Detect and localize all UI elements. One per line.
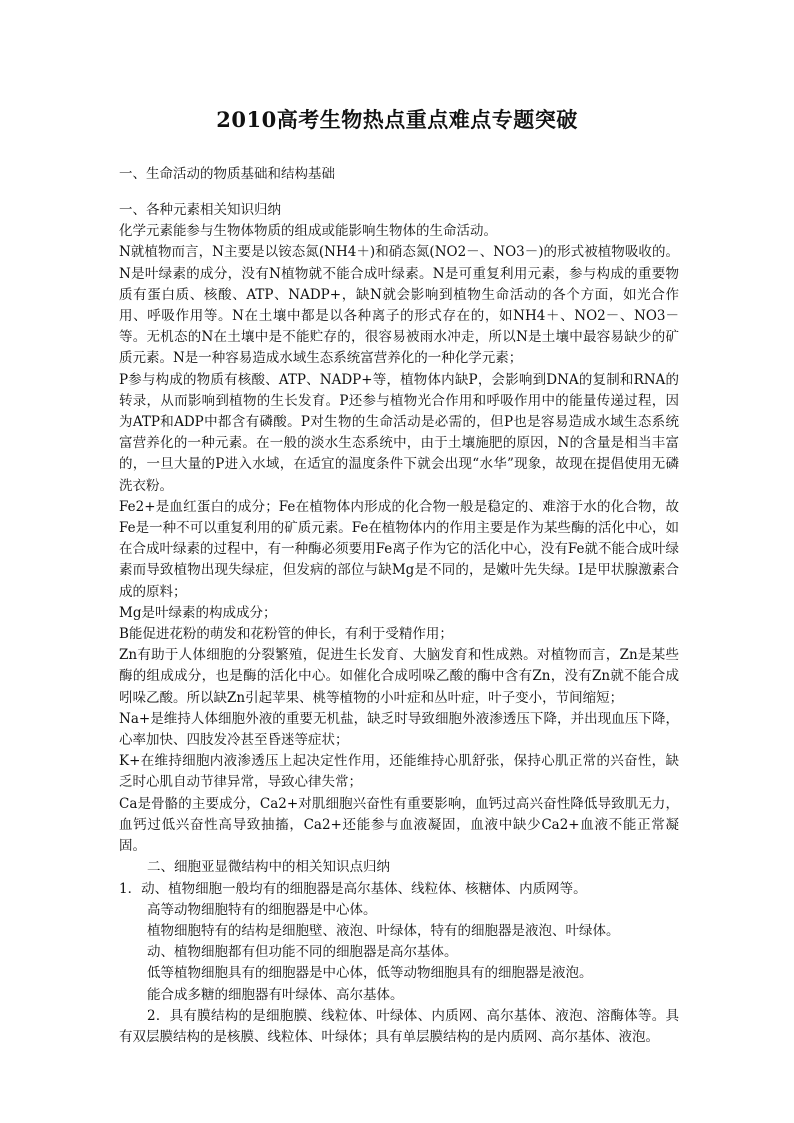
paragraph: Zn有助于人体细胞的分裂繁殖，促进生长发育、大脑发育和性成熟。对植物而言，Zn是某些酶的组成成分，也是酶的活化中心。如催化合成吲哚乙酸的酶中含有Zn，没有Zn就不能合成吲哚乙酸。所以缺Zn引起苹果、桃等植物的小叶症和丛叶症，叶子变小，节间缩短；	[119, 647, 679, 706]
list-item: 2．具有膜结构的是细胞膜、线粒体、叶绿体、内质网、高尔基体、液泡、溶酶体等。具有双层膜结构的是核膜、线粒体、叶绿体；具有单层膜结构的是内质网、高尔基体、液泡。	[119, 1007, 679, 1045]
list-item: 高等动物细胞特有的细胞器是中心体。	[147, 901, 377, 918]
list-item: 植物细胞特有的结构是细胞壁、液泡、叶绿体，特有的细胞器是液泡、叶绿体。	[147, 922, 620, 939]
paragraph: Ca是骨骼的主要成分，Ca2+对肌细胞兴奋性有重要影响，血钙过高兴奋性降低导致肌无力，血钙过低兴奋性高导致抽搐，Ca2+还能参与血液凝固，血液中缺少Ca2+血液不能正常凝固。	[119, 795, 679, 855]
paragraph: P参与构成的物质有核酸、ATP、NADP+等，植物体内缺P，会影响到DNA的复制和RNA的转录，从而影响到植物的生长发育。P还参与植物光合作用和呼吸作用中的能量传递过程，因为ATP和ADP中都含有磷酸。P对生物的生命活动是必需的，但P也是容易造成水域生态系统富营养化的一种元素。在一般的淡水生态系统中，由于土壤施肥的原因，N的含量是相当丰富的，一旦大量的P进入水域，在适宜的温度条件下就会出现“水华”现象，故现在提倡使用无磷洗衣粉。	[119, 371, 679, 494]
paragraph: N就植物而言，N主要是以铵态氮(NH4＋)和硝态氮(NO2－、NO3－)的形式被植物吸收的。N是叶绿素的成分，没有N植物就不能合成叶绿素。N是可重复利用元素，参与构成的重要物质有蛋白质、核酸、ATP、NADP+，缺N就会影响到植物生命活动的各个方面，如光合作用、呼吸作用等。N在土壤中都是以各种离子的形式存在的，如NH4＋、NO2－、NO3－等。无机态的N在土壤中是不能贮存的，很容易被雨水冲走，所以N是土壤中最容易缺少的矿质元素。N是一种容易造成水域生态系统富营养化的一种化学元素；	[119, 244, 679, 367]
paragraph: B能促进花粉的萌发和花粉管的伸长，有利于受精作用；	[119, 626, 453, 643]
paragraph: 化学元素能参与生物体物质的组成或能影响生物体的生命活动。	[119, 223, 497, 240]
document-body	[119, 200, 679, 1048]
document-title: 2010高考生物热点重点难点专题突破	[216, 107, 578, 132]
list-item: 1．动、植物细胞一般均有的细胞器是高尔基体、线粒体、核糖体、内质网等。	[119, 880, 587, 897]
paragraph: Fe2+是血红蛋白的成分；Fe在植物体内形成的化合物一般是稳定的、难溶于水的化合物，故Fe是一种不可以重复利用的矿质元素。Fe在植物体内的作用主要是作为某些酶的活化中心，如在合成叶绿素的过程中，有一种酶必须要用Fe离子作为它的活化中心，没有Fe就不能合成叶绿素而导致植物出现失绿症，但发病的部位与缺Mg是不同的，是嫩叶先失绿。I是甲状腺激素合成的原料；	[119, 498, 679, 600]
list-item: 低等植物细胞具有的细胞器是中心体，低等动物细胞具有的细胞器是液泡。	[147, 965, 593, 982]
section-heading: 一、生命活动的物质基础和结构基础	[119, 166, 335, 182]
paragraph: Mg是叶绿素的构成成分；	[119, 604, 277, 621]
paragraph: Na+是维持人体细胞外液的重要无机盐，缺乏时导致细胞外液渗透压下降，并出现血压下降，心率加快、四肢发冷甚至昏迷等症状；	[119, 710, 679, 749]
subsection-heading: 一、各种元素相关知识归纳	[119, 202, 281, 218]
list-item: 能合成多糖的细胞器有叶绿体、高尔基体。	[147, 986, 404, 1003]
paragraph: K+在维持细胞内液渗透压上起决定性作用，还能维持心肌舒张，保持心肌正常的兴奋性，缺乏时心肌自动节律异常，导致心律失常；	[119, 753, 679, 791]
subsection-heading: 二、细胞亚显微结构中的相关知识点归纳	[147, 859, 390, 876]
list-item: 动、植物细胞都有但功能不同的细胞器是高尔基体。	[147, 944, 458, 961]
